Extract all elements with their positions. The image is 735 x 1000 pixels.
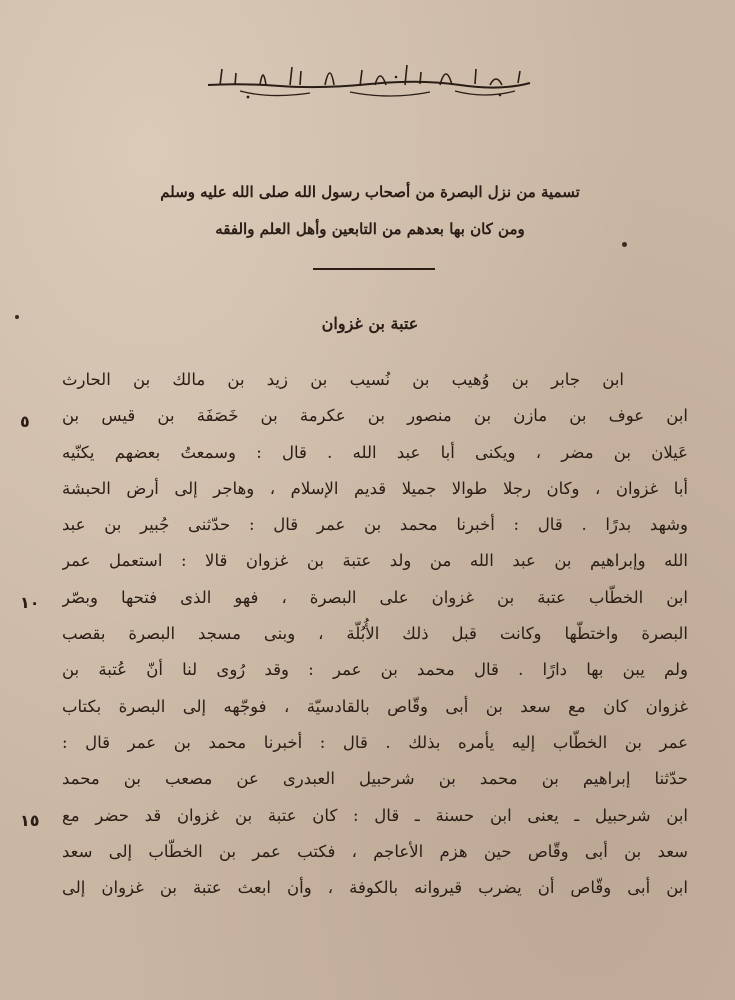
body-line: عَيلان بن مضر ، ويكنى أبا عبد الله . قال : وسمعتُ بعضهم يكنّيه [62,442,688,462]
body-line: ولم يبن بها دارًا . قال محمد بن عمر : وقد رُوى لنا أنّ عُتبة بن [62,660,688,680]
heading-line-1: تسمية من نزل البصرة من أصحاب رسول الله صلى الله عليه وسلم [160,183,580,201]
body-line: الله وإبراهيم بن عبد الله من ولد عتبة بن غزوان قالا : استعمل عمر [62,551,688,571]
margin-line-number: ١٥ [20,811,40,830]
body-line: وشهد بدرًا . قال : أخبرنا محمد بن عمر قال : حدّثنى جُبير بن عبد [62,515,688,535]
body-line: ابن عوف بن مازن بن منصور بن عكرمة بن خَصَفَة بن قيس بن [62,406,688,426]
body-line: ابن أبى وقّاص أن يضرب قيروانه بالكوفة ، وأن ابعث عتبة بن غزوان إلى [62,878,688,898]
body-line: أبا غزوان ، وكان رجلا طوالا جميلا قديم الإسلام ، وهاجر إلى أرض الحبشة [62,478,688,498]
body-text [62,362,688,906]
body-line: عمر بن الخطّاب إليه يأمره بذلك . قال : أخبرنا محمد بن عمر قال : [62,732,688,752]
basmala-calligraphy [200,55,540,105]
body-line: ابن الخطّاب عتبة بن غزوان على البصرة ، فهو الذى فتحها وبصّر [62,587,688,607]
body-line: حدّثنا إبراهيم بن محمد بن شرحبيل العبدرى عن مصعب بن محمد [62,769,688,789]
body-line: سعد بن أبى وقّاص حين هزم الأعاجم ، فكتب عمر بن الخطّاب إلى سعد [62,841,688,861]
body-line: ابن شرحبيل ـ يعنى ابن حسنة ـ قال : كان عتبة بن غزوان قد حضر مع [62,805,688,825]
ink-speck [15,315,19,319]
body-line: غزوان كان مع سعد بن أبى وقّاص بالقادسيّة ، فوجّهه إلى البصرة بكتاب [62,696,688,716]
ink-speck [622,242,627,247]
margin-line-number: ١٠ [20,593,40,612]
heading-line-2: ومن كان بها بعدهم من التابعين وأهل العلم والفقه [215,220,525,238]
body-line: البصرة واختطّها وكانت قبل ذلك الأُبُلّة ، وبنى مسجد البصرة بقصب [62,624,688,644]
margin-line-number: ٥ [20,412,30,431]
body-line: ابن جابر بن وُهيب بن نُسيب بن زيد بن مالك بن الحارث [62,370,624,389]
section-title: عتبة بن غزوان [321,314,419,333]
heading-divider [313,268,435,270]
